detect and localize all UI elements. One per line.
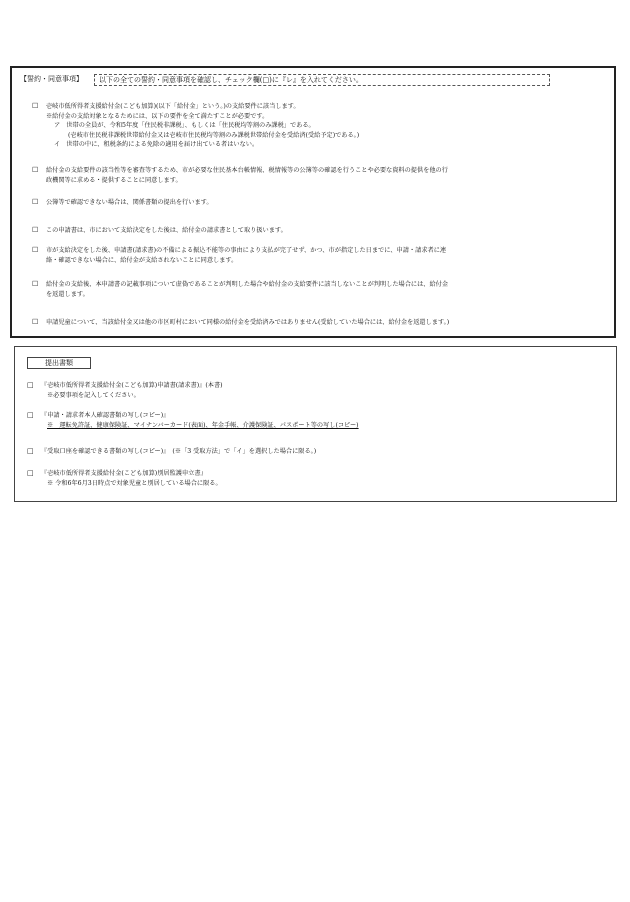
consent-item-data-check: ☐ 給付金の支給要件の該当性等を審査等するため、市が必要な住民基本台帳情報、税情報等の公簿等の確認を行うことや必要な資料の提供を他の行 政機関等に求める・提供することに同意します。 (32, 166, 448, 184)
consent-item-duplicate: ☐ 申請児童について、当該給付金又は他の市区町村において同様の給付金を受給済みではありません(受給していた場合には、給付金を返還します。) (32, 318, 450, 326)
checkbox[interactable]: □ (27, 411, 34, 419)
checkbox[interactable]: □ (27, 447, 34, 455)
consent-header: 【誓約・同意事項】 (20, 75, 83, 83)
consent-item-documents: ☐ 公簿等で確認できない場合は、関係書類の提出を行います。 (32, 198, 213, 206)
documents-section (14, 346, 617, 502)
checkbox[interactable]: ☐ (32, 102, 39, 110)
consent-item-payment: ☐ 市が支給決定をした後、申請書(請求書)の不備による振込不能等の事由により支払が完了せず、かつ、市が指定した日までに、申請・請求者に連 絡・確認できない場合に、給付金が支給されないことに同意します。 (32, 246, 447, 264)
checkbox[interactable]: ☐ (32, 318, 39, 326)
documents-label: 提出書類 (27, 357, 91, 369)
checkbox[interactable]: □ (27, 469, 34, 477)
doc-bank-account: □ 『受取口座を確認できる書類の写し(コピー)』 (※「3 受取方法」で「イ」を選択した場合に限る。) (27, 447, 317, 455)
doc-application: □ 『壱岐市低所得者支援給付金(こども加算)申請書(請求書)』(本書) ※必要事項を記入してください。 (27, 381, 223, 399)
checkbox[interactable]: ☐ (32, 280, 39, 288)
checkbox[interactable]: □ (27, 381, 34, 389)
consent-item-eligibility: ☐ 壱岐市低所得者支援給付金(こども加算)(以下「給付金」という。)の支給要件に該当します。 ※給付金の支給対象となるためには、以下の要件を全て満たすことが必要です。 ア 世帯の全員が、令和5年度「住民税非課税」、もしくは「住民税均等割のみ課税」である。 (壱岐市住民税非課税世帯給付金又は壱岐市住民税均等割のみ課税世帯給付金を受給済(受給予定)である。) イ 世帯の中に、租税条約による免除の適用を届け出ている者はいない。 (32, 102, 360, 148)
consent-item-refund: ☐ 給付金の支給後、本申請書の記載事項について虚偽であることが判明した場合や給付金の支給要件に該当しないことが判明した場合には、給付金 を返還します。 (32, 280, 449, 298)
consent-instruction: 以下の全ての誓約・同意事項を確認し、チェック欄(□)に『レ』を入れてください。 (94, 74, 550, 86)
doc-separate-residence: □ 『壱岐市低所得者支援給付金(こども加算)別居監護申立書』 ※ 令和6年6月3日時点で対象児童と別居している場合に限る。 (27, 469, 222, 487)
doc-identity: □ 『申請・請求者本人確認書類の写し(コピー)』 ※ 運転免許証、健康保険証、マイナンバーカード(表面)、年金手帳、介護保険証、パスポート等の写し(コピー) (27, 411, 359, 429)
consent-section (10, 66, 616, 338)
checkbox[interactable]: ☐ (32, 226, 39, 234)
checkbox[interactable]: ☐ (32, 198, 39, 206)
checkbox[interactable]: ☐ (32, 166, 39, 174)
consent-item-invoice: ☐ この申請書は、市において支給決定をした後は、給付金の請求書として取り扱います。 (32, 226, 287, 234)
checkbox[interactable]: ☐ (32, 246, 39, 254)
